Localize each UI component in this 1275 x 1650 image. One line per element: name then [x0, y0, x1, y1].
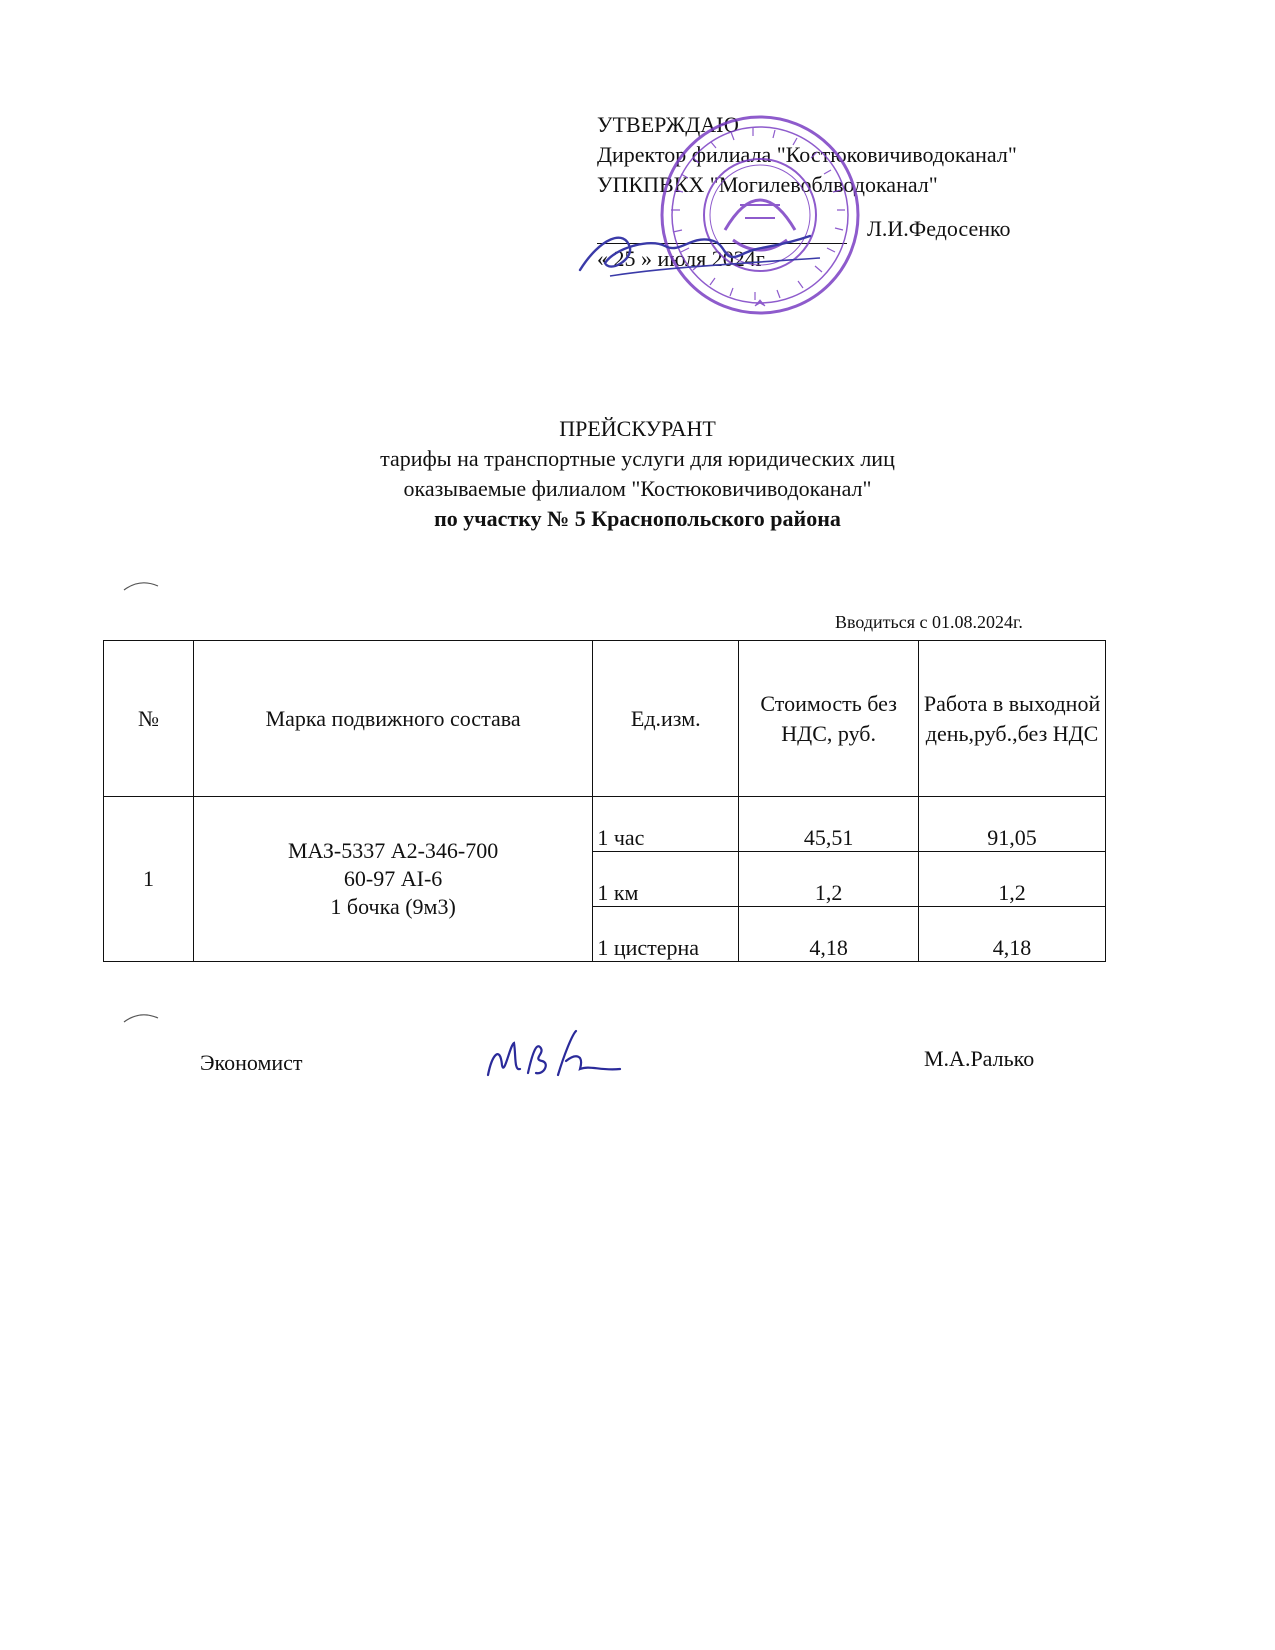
- header-weekend: Работа в выходной день,руб.,без НДС: [919, 641, 1106, 797]
- effective-date: Вводиться с 01.08.2024г.: [835, 612, 1023, 632]
- table-header-row: [104, 641, 1106, 797]
- footer-name: М.А.Ралько: [924, 1046, 1035, 1071]
- approval-signatory: Л.И.Федосенко: [867, 216, 1011, 241]
- row-number: 1: [104, 797, 194, 962]
- approval-date: « 25 » июля 2024г: [597, 246, 765, 271]
- approval-position-line1: Директор филиала "Костюковичиводоканал": [597, 142, 1017, 167]
- approval-heading: УТВЕРЖДАЮ: [597, 112, 739, 137]
- row-weekend: 4,18: [919, 907, 1106, 962]
- scan-mark-icon: [122, 1010, 160, 1024]
- row-unit: 1 км: [593, 852, 739, 907]
- footer-role: Экономист: [200, 1050, 303, 1075]
- document-subtitle-line3: по участку № 5 Краснопольского района: [434, 506, 841, 531]
- scan-mark-icon: [122, 578, 160, 592]
- row-vehicle: [193, 797, 592, 962]
- header-cost: Стоимость без НДС, руб.: [739, 641, 919, 797]
- price-table: [103, 640, 1106, 962]
- row-unit: 1 цистерна: [593, 907, 739, 962]
- document-title-block: [0, 414, 1275, 534]
- document-subtitle-line2: оказываемые филиалом "Костюковичиводоканал": [403, 476, 872, 501]
- row-weekend: 1,2: [919, 852, 1106, 907]
- economist-signature-icon: [480, 1025, 630, 1085]
- row-cost: 1,2: [739, 852, 919, 907]
- director-signature-icon: [570, 218, 830, 288]
- header-vehicle: Марка подвижного состава: [193, 641, 592, 797]
- vehicle-line3: 1 бочка (9м3): [330, 894, 456, 919]
- row-cost: 45,51: [739, 797, 919, 852]
- header-number: №: [104, 641, 194, 797]
- approval-position-line2: УПКПВКХ "Могилевоблводоканал": [597, 172, 938, 197]
- official-stamp-icon: [655, 110, 865, 320]
- document-subtitle-line1: тарифы на транспортные услуги для юридических лиц: [380, 446, 895, 471]
- document-title: ПРЕЙСКУРАНТ: [559, 416, 716, 441]
- vehicle-line2: 60-97 АI-6: [343, 866, 443, 891]
- row-unit: 1 час: [593, 797, 739, 852]
- row-cost: 4,18: [739, 907, 919, 962]
- header-unit: Ед.изм.: [593, 641, 739, 797]
- row-weekend: 91,05: [919, 797, 1106, 852]
- table-row: [104, 797, 1106, 852]
- vehicle-line1: МАЗ-5337 А2-346-700: [287, 838, 499, 863]
